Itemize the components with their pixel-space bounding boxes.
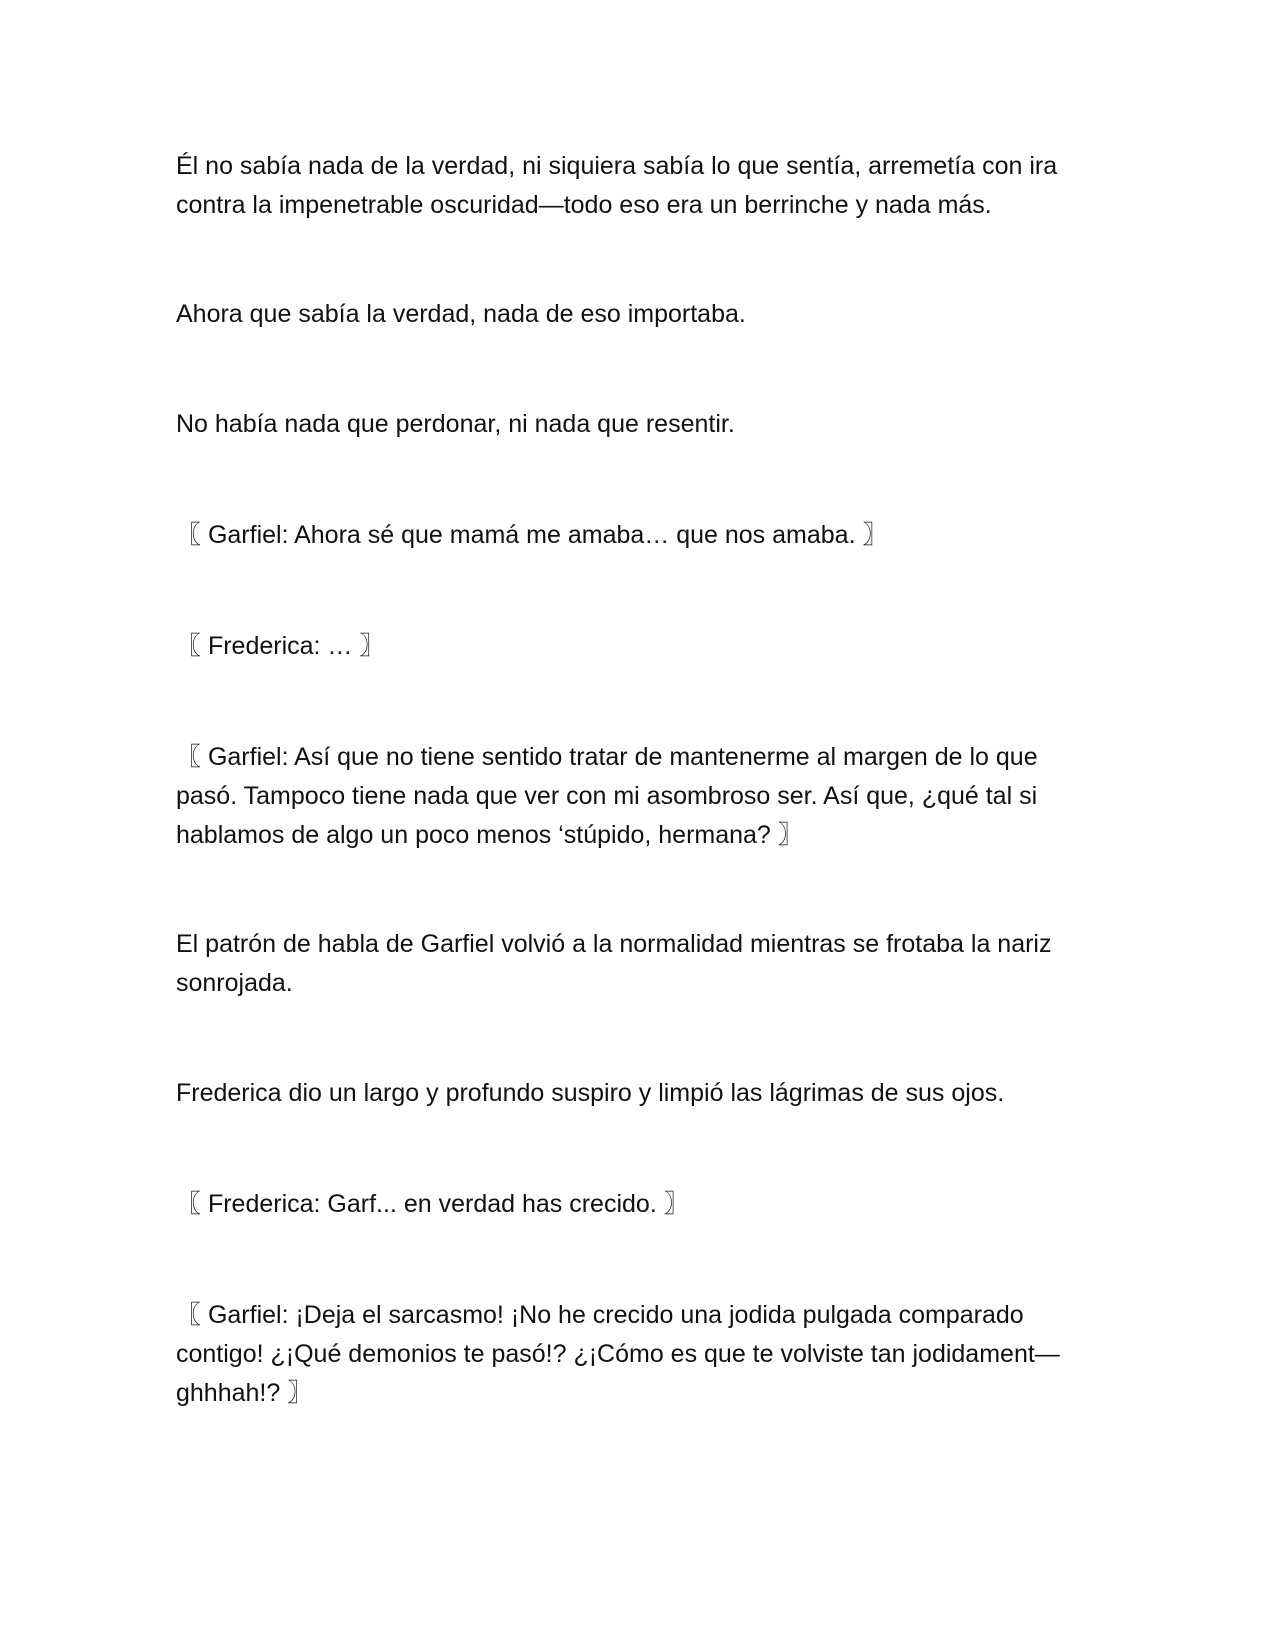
paragraph-narration-5: Frederica dio un largo y profundo suspiro y limpió las lágrimas de sus ojos. [176,1079,1005,1107]
paragraph-dialogue-frederica-2: 〖 Frederica: Garf... en verdad has crecido. 〗 [176,1190,689,1218]
paragraph-dialogue-frederica-1: 〖 Frederica: … 〗 [176,632,385,660]
paragraph-narration-2: Ahora que sabía la verdad, nada de eso importaba. [176,300,746,328]
paragraph-dialogue-garfiel-2: 〖 Garfiel: Así que no tiene sentido tratar de mantenerme al margen de lo que pasó. Tampoco tiene nada que ver con mi asombroso ser. Así que, ¿qué tal si hablamos de algo un poco menos ‘stúpido, hermana? 〗 [176,743,1038,849]
paragraph-narration-4: El patrón de habla de Garfiel volvió a la normalidad mientras se frotaba la nariz sonrojada. [176,930,1052,997]
paragraph-narration-1: Él no sabía nada de la verdad, ni siquiera sabía lo que sentía, arremetía con ira contra la impenetrable oscuridad—todo eso era un berrinche y nada más. [176,152,1058,219]
paragraph-narration-3: No había nada que perdonar, ni nada que resentir. [176,410,735,438]
paragraph-dialogue-garfiel-3: 〖 Garfiel: ¡Deja el sarcasmo! ¡No he crecido una jodida pulgada comparado contigo! ¿¡Qué demonios te pasó!? ¿¡Cómo es que te volviste tan jodidament—ghhhah!? 〗 [176,1301,1060,1407]
paragraph-dialogue-garfiel-1: 〖 Garfiel: Ahora sé que mamá me amaba… que nos amaba. 〗 [176,521,888,549]
